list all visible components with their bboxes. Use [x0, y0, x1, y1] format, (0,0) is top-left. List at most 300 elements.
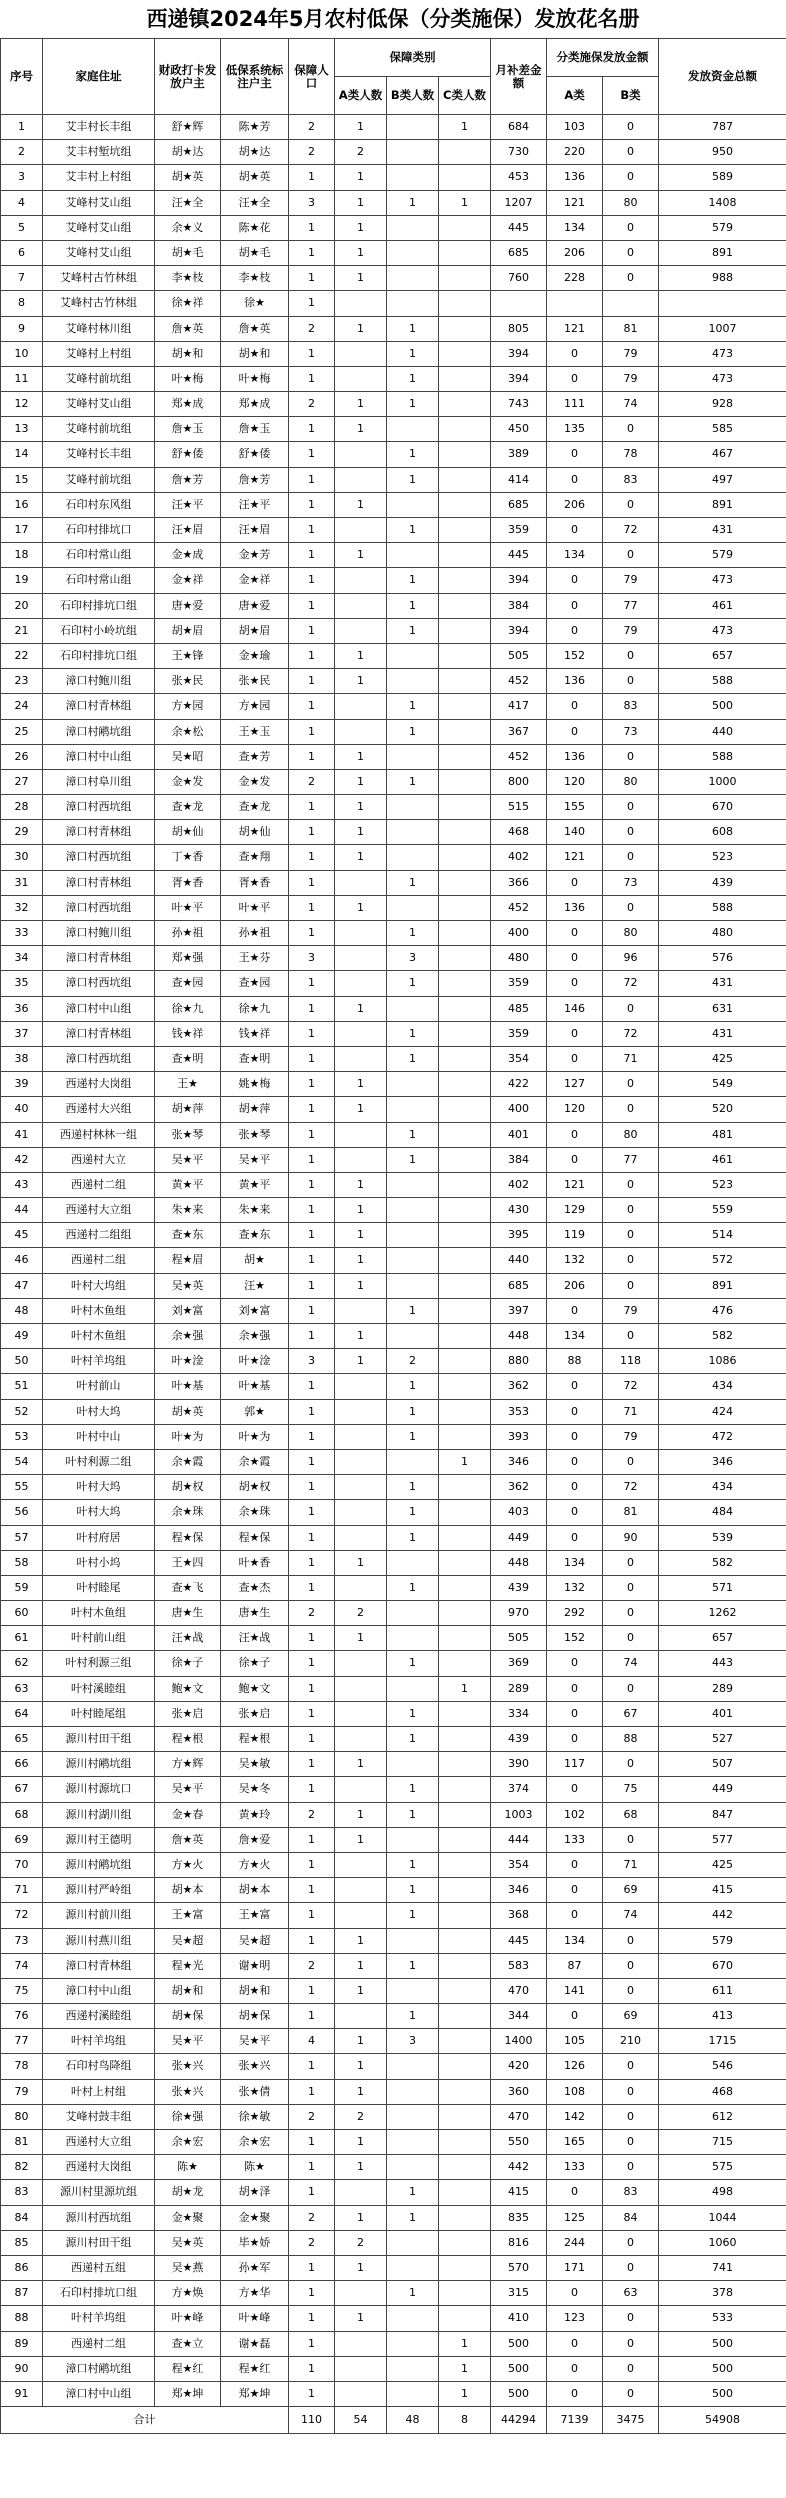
cell-total: 549: [659, 1072, 786, 1097]
cell-total: 439: [659, 870, 786, 895]
cell-address: 西递村大兴组: [43, 1097, 155, 1122]
cell-total: 434: [659, 1374, 786, 1399]
table-row: [1, 1374, 786, 1399]
cell-cat-c: [439, 1525, 491, 1550]
cell-people: 1: [289, 2306, 335, 2331]
cell-system-holder: 陈★花: [221, 215, 289, 240]
cell-total: 559: [659, 1198, 786, 1223]
cell-class-a: 165: [547, 2130, 603, 2155]
table-row: [1, 1223, 786, 1248]
cell-class-b: 90: [603, 1525, 659, 1550]
cell-cat-a: [335, 291, 387, 316]
cell-class-a: 206: [547, 1273, 603, 1298]
cell-card-holder: 郑★坤: [155, 2381, 221, 2406]
footer-class-a: 7139: [547, 2407, 603, 2434]
cell-monthly: 583: [491, 1953, 547, 1978]
cell-cat-b: [387, 240, 439, 265]
table-row: [1, 568, 786, 593]
cell-cat-c: [439, 1198, 491, 1223]
cell-class-b: 88: [603, 1727, 659, 1752]
cell-address: 叶村大坞: [43, 1399, 155, 1424]
cell-cat-a: 1: [335, 2029, 387, 2054]
cell-total: 891: [659, 240, 786, 265]
table-row: [1, 1021, 786, 1046]
cell-people: 1: [289, 1550, 335, 1575]
cell-class-b: 0: [603, 1097, 659, 1122]
cell-card-holder: 叶★淦: [155, 1349, 221, 1374]
cell-class-b: 83: [603, 694, 659, 719]
cell-people: 1: [289, 694, 335, 719]
cell-address: 漳口村鹇坑组: [43, 719, 155, 744]
cell-monthly: 394: [491, 341, 547, 366]
cell-monthly: 453: [491, 165, 547, 190]
cell-cat-c: [439, 1928, 491, 1953]
cell-cat-b: 1: [387, 1727, 439, 1752]
cell-cat-a: [335, 341, 387, 366]
cell-card-holder: 詹★玉: [155, 417, 221, 442]
table-row: [1, 1928, 786, 1953]
table-header: [1, 39, 786, 115]
cell-card-holder: 胡★龙: [155, 2180, 221, 2205]
cell-system-holder: 金★祥: [221, 568, 289, 593]
cell-system-holder: 唐★爱: [221, 593, 289, 618]
cell-no: 38: [1, 1046, 43, 1071]
cell-system-holder: 查★园: [221, 971, 289, 996]
cell-card-holder: 郑★成: [155, 392, 221, 417]
cell-class-a: 121: [547, 190, 603, 215]
cell-total: 468: [659, 2079, 786, 2104]
cell-class-a: 0: [547, 2331, 603, 2356]
cell-cat-c: [439, 543, 491, 568]
cell-address: 漳口村西坑组: [43, 795, 155, 820]
cell-cat-b: [387, 1752, 439, 1777]
cell-cat-c: [439, 1903, 491, 1928]
cell-monthly: 410: [491, 2306, 547, 2331]
cell-people: 1: [289, 366, 335, 391]
cell-system-holder: 毕★娇: [221, 2230, 289, 2255]
cell-class-a: [547, 291, 603, 316]
cell-no: 16: [1, 492, 43, 517]
cell-system-holder: 詹★英: [221, 316, 289, 341]
table-row: [1, 316, 786, 341]
cell-address: 漳口村西坑组: [43, 1046, 155, 1071]
cell-cat-b: [387, 2130, 439, 2155]
table-row: [1, 1827, 786, 1852]
cell-class-b: 0: [603, 795, 659, 820]
cell-people: 1: [289, 1374, 335, 1399]
cell-monthly: 1207: [491, 190, 547, 215]
cell-cat-b: 1: [387, 1122, 439, 1147]
table-row: [1, 1424, 786, 1449]
cell-cat-a: 1: [335, 744, 387, 769]
cell-address: 叶村前山组: [43, 1626, 155, 1651]
cell-people: 1: [289, 1021, 335, 1046]
footer-class-b: 3475: [603, 2407, 659, 2434]
cell-cat-a: [335, 1500, 387, 1525]
cell-card-holder: 余★宏: [155, 2130, 221, 2155]
cell-card-holder: 王★四: [155, 1550, 221, 1575]
cell-class-b: 0: [603, 492, 659, 517]
allowance-table: [0, 38, 786, 2434]
cell-monthly: [491, 291, 547, 316]
cell-class-a: 87: [547, 1953, 603, 1978]
cell-cat-c: [439, 1626, 491, 1651]
cell-monthly: 420: [491, 2054, 547, 2079]
cell-class-b: 73: [603, 719, 659, 744]
cell-cat-b: 1: [387, 1852, 439, 1877]
cell-system-holder: 徐★敏: [221, 2104, 289, 2129]
cell-cat-b: [387, 115, 439, 140]
cell-no: 65: [1, 1727, 43, 1752]
cell-card-holder: 吴★昭: [155, 744, 221, 769]
cell-no: 3: [1, 165, 43, 190]
cell-no: 18: [1, 543, 43, 568]
cell-no: 19: [1, 568, 43, 593]
cell-cat-c: [439, 1827, 491, 1852]
cell-class-b: 0: [603, 1953, 659, 1978]
cell-cat-a: [335, 1903, 387, 1928]
cell-monthly: 366: [491, 870, 547, 895]
cell-address: 西递村大立组: [43, 2130, 155, 2155]
cell-system-holder: 叶★淦: [221, 1349, 289, 1374]
cell-address: 叶村中山: [43, 1424, 155, 1449]
cell-address: 漳口村鲍川组: [43, 669, 155, 694]
cell-cat-a: [335, 1727, 387, 1752]
cell-cat-a: 1: [335, 669, 387, 694]
cell-people: 1: [289, 2180, 335, 2205]
cell-address: 叶村溪睦组: [43, 1676, 155, 1701]
cell-card-holder: 钱★祥: [155, 1021, 221, 1046]
table-row: [1, 820, 786, 845]
cell-address: 石印村排坑口组: [43, 2281, 155, 2306]
header-monthly: 月补差金额: [491, 39, 547, 115]
cell-cat-c: [439, 1399, 491, 1424]
cell-address: 艾峰村前坑组: [43, 417, 155, 442]
cell-class-b: 96: [603, 946, 659, 971]
cell-address: 石印村常山组: [43, 543, 155, 568]
cell-cat-a: [335, 1651, 387, 1676]
table-row: [1, 115, 786, 140]
table-row: [1, 2281, 786, 2306]
cell-system-holder: 朱★来: [221, 1198, 289, 1223]
cell-address: 西递村二组组: [43, 1223, 155, 1248]
cell-cat-a: 1: [335, 795, 387, 820]
cell-card-holder: 查★飞: [155, 1575, 221, 1600]
cell-total: 461: [659, 593, 786, 618]
cell-class-b: 0: [603, 1248, 659, 1273]
cell-system-holder: 查★龙: [221, 795, 289, 820]
cell-total: 582: [659, 1324, 786, 1349]
cell-cat-a: 2: [335, 1601, 387, 1626]
cell-class-b: 0: [603, 215, 659, 240]
cell-people: 1: [289, 2155, 335, 2180]
cell-total: 431: [659, 971, 786, 996]
cell-cat-b: 1: [387, 719, 439, 744]
cell-address: 源川村西坑组: [43, 2205, 155, 2230]
table-row: [1, 1601, 786, 1626]
cell-no: 68: [1, 1802, 43, 1827]
cell-card-holder: 余★霞: [155, 1449, 221, 1474]
cell-card-holder: 胡★英: [155, 165, 221, 190]
cell-system-holder: 方★园: [221, 694, 289, 719]
cell-cat-c: [439, 921, 491, 946]
cell-cat-b: [387, 2079, 439, 2104]
cell-cat-b: 1: [387, 1046, 439, 1071]
cell-people: 3: [289, 1349, 335, 1374]
cell-cat-a: 1: [335, 1273, 387, 1298]
cell-cat-c: [439, 996, 491, 1021]
cell-total: 588: [659, 669, 786, 694]
cell-cat-b: [387, 996, 439, 1021]
cell-total: 431: [659, 518, 786, 543]
cell-cat-c: [439, 1727, 491, 1752]
cell-system-holder: 叶★平: [221, 895, 289, 920]
cell-no: 82: [1, 2155, 43, 2180]
cell-total: 1262: [659, 1601, 786, 1626]
cell-total: 413: [659, 2004, 786, 2029]
cell-address: 石印村排坑口组: [43, 643, 155, 668]
cell-monthly: 480: [491, 946, 547, 971]
cell-cat-a: 2: [335, 2230, 387, 2255]
cell-cat-c: [439, 1046, 491, 1071]
cell-class-a: 134: [547, 1324, 603, 1349]
cell-system-holder: 金★芳: [221, 543, 289, 568]
cell-monthly: 505: [491, 643, 547, 668]
cell-address: 西递村二组: [43, 1248, 155, 1273]
cell-cat-a: [335, 946, 387, 971]
cell-monthly: 346: [491, 1449, 547, 1474]
cell-cat-a: 1: [335, 190, 387, 215]
cell-class-a: 0: [547, 1374, 603, 1399]
cell-address: 源川村前川组: [43, 1903, 155, 1928]
cell-total: 443: [659, 1651, 786, 1676]
header-system-holder: 低保系统标注户主: [221, 39, 289, 115]
cell-cat-b: [387, 543, 439, 568]
cell-cat-c: [439, 492, 491, 517]
cell-class-b: 0: [603, 895, 659, 920]
cell-monthly: 970: [491, 1601, 547, 1626]
cell-class-b: 80: [603, 769, 659, 794]
cell-cat-b: 1: [387, 1399, 439, 1424]
cell-class-b: 0: [603, 2255, 659, 2280]
cell-people: 2: [289, 115, 335, 140]
cell-no: 20: [1, 593, 43, 618]
cell-total: 415: [659, 1878, 786, 1903]
cell-system-holder: 谢★明: [221, 1953, 289, 1978]
cell-no: 55: [1, 1475, 43, 1500]
cell-card-holder: 徐★强: [155, 2104, 221, 2129]
cell-class-a: 0: [547, 2004, 603, 2029]
cell-class-a: 127: [547, 1072, 603, 1097]
cell-cat-a: [335, 593, 387, 618]
cell-total: 401: [659, 1701, 786, 1726]
cell-card-holder: 方★焕: [155, 2281, 221, 2306]
table-row: [1, 1777, 786, 1802]
cell-monthly: 354: [491, 1046, 547, 1071]
cell-no: 83: [1, 2180, 43, 2205]
cell-card-holder: 金★春: [155, 1802, 221, 1827]
cell-cat-c: [439, 1248, 491, 1273]
cell-address: 漳口村西坑组: [43, 845, 155, 870]
cell-class-b: 0: [603, 669, 659, 694]
table-row: [1, 518, 786, 543]
cell-class-b: 0: [603, 1449, 659, 1474]
cell-no: 78: [1, 2054, 43, 2079]
cell-cat-b: 2: [387, 1349, 439, 1374]
cell-class-a: 0: [547, 946, 603, 971]
cell-card-holder: 余★义: [155, 215, 221, 240]
cell-cat-c: [439, 2306, 491, 2331]
header-class-b: B类: [603, 77, 659, 115]
cell-no: 81: [1, 2130, 43, 2155]
cell-total: 988: [659, 266, 786, 291]
cell-cat-a: 1: [335, 1928, 387, 1953]
cell-people: 2: [289, 1802, 335, 1827]
header-cat-a: A类人数: [335, 77, 387, 115]
cell-no: 71: [1, 1878, 43, 1903]
cell-monthly: 401: [491, 1122, 547, 1147]
cell-card-holder: 郑★强: [155, 946, 221, 971]
cell-card-holder: 胡★萍: [155, 1097, 221, 1122]
cell-people: 1: [289, 2054, 335, 2079]
header-address: 家庭住址: [43, 39, 155, 115]
cell-system-holder: 汪★全: [221, 190, 289, 215]
cell-monthly: 743: [491, 392, 547, 417]
cell-class-a: 103: [547, 115, 603, 140]
cell-class-a: 0: [547, 1852, 603, 1877]
cell-total: 571: [659, 1575, 786, 1600]
cell-class-a: 0: [547, 568, 603, 593]
cell-no: 69: [1, 1827, 43, 1852]
cell-system-holder: 余★霞: [221, 1449, 289, 1474]
cell-cat-c: [439, 1701, 491, 1726]
table-row: [1, 1298, 786, 1323]
cell-address: 漳口村青林组: [43, 1021, 155, 1046]
cell-monthly: 452: [491, 744, 547, 769]
cell-no: 32: [1, 895, 43, 920]
cell-address: 叶村羊坞组: [43, 1349, 155, 1374]
cell-cat-a: 1: [335, 543, 387, 568]
cell-total: 950: [659, 140, 786, 165]
cell-total: 539: [659, 1525, 786, 1550]
cell-system-holder: 陈★: [221, 2155, 289, 2180]
cell-class-a: 0: [547, 2356, 603, 2381]
cell-address: 漳口村青林组: [43, 946, 155, 971]
cell-class-a: 88: [547, 1349, 603, 1374]
cell-cat-a: [335, 1676, 387, 1701]
cell-monthly: 359: [491, 518, 547, 543]
cell-cat-b: [387, 1172, 439, 1197]
cell-card-holder: 吴★超: [155, 1928, 221, 1953]
cell-cat-b: 1: [387, 341, 439, 366]
cell-no: 79: [1, 2079, 43, 2104]
cell-monthly: 315: [491, 2281, 547, 2306]
cell-cat-b: 1: [387, 392, 439, 417]
cell-cat-a: [335, 2180, 387, 2205]
cell-class-b: 0: [603, 140, 659, 165]
cell-cat-b: 1: [387, 1021, 439, 1046]
table-row: [1, 2029, 786, 2054]
cell-class-a: 129: [547, 1198, 603, 1223]
cell-cat-b: 1: [387, 442, 439, 467]
cell-total: 1044: [659, 2205, 786, 2230]
cell-cat-b: [387, 643, 439, 668]
cell-class-b: 71: [603, 1399, 659, 1424]
cell-address: 源川村鹇坑组: [43, 1852, 155, 1877]
cell-monthly: 422: [491, 1072, 547, 1097]
cell-cat-a: [335, 2331, 387, 2356]
cell-system-holder: 胡★保: [221, 2004, 289, 2029]
cell-total: 520: [659, 1097, 786, 1122]
cell-class-b: 0: [603, 1550, 659, 1575]
cell-people: 1: [289, 2130, 335, 2155]
cell-address: 石印村东风组: [43, 492, 155, 517]
cell-address: 源川村燕川组: [43, 1928, 155, 1953]
cell-total: 588: [659, 744, 786, 769]
cell-address: 漳口村鲍川组: [43, 921, 155, 946]
cell-cat-b: 1: [387, 769, 439, 794]
cell-people: 1: [289, 643, 335, 668]
cell-total: 442: [659, 1903, 786, 1928]
cell-people: 2: [289, 1601, 335, 1626]
cell-cat-c: [439, 1172, 491, 1197]
cell-address: 石印村小岭坑组: [43, 618, 155, 643]
cell-cat-a: [335, 618, 387, 643]
table-row: [1, 165, 786, 190]
table-row: [1, 694, 786, 719]
cell-address: 艾峰村艾山组: [43, 215, 155, 240]
cell-system-holder: 胡★本: [221, 1878, 289, 1903]
cell-people: 1: [289, 1575, 335, 1600]
cell-system-holder: 王★富: [221, 1903, 289, 1928]
cell-system-holder: 王★芬: [221, 946, 289, 971]
cell-class-a: 0: [547, 1777, 603, 1802]
cell-cat-c: [439, 1021, 491, 1046]
cell-card-holder: 程★眉: [155, 1248, 221, 1273]
cell-class-a: 141: [547, 1978, 603, 2003]
cell-cat-b: 1: [387, 1575, 439, 1600]
cell-people: 1: [289, 1878, 335, 1903]
table-row: [1, 1903, 786, 1928]
cell-total: 500: [659, 2381, 786, 2406]
cell-cat-a: 1: [335, 845, 387, 870]
cell-card-holder: 程★保: [155, 1525, 221, 1550]
cell-class-a: 134: [547, 1550, 603, 1575]
cell-system-holder: 谢★磊: [221, 2331, 289, 2356]
cell-class-a: 155: [547, 795, 603, 820]
table-row: [1, 1072, 786, 1097]
cell-system-holder: 徐★九: [221, 996, 289, 1021]
cell-cat-b: [387, 1248, 439, 1273]
table-row: [1, 2180, 786, 2205]
cell-cat-c: [439, 467, 491, 492]
table-row: [1, 2104, 786, 2129]
cell-class-b: 0: [603, 1752, 659, 1777]
cell-people: 2: [289, 2104, 335, 2129]
cell-total: 572: [659, 1248, 786, 1273]
cell-cat-a: [335, 2381, 387, 2406]
cell-no: 51: [1, 1374, 43, 1399]
cell-cat-b: 1: [387, 1147, 439, 1172]
cell-class-b: [603, 291, 659, 316]
cell-cat-c: [439, 1978, 491, 2003]
cell-no: 30: [1, 845, 43, 870]
cell-total: 467: [659, 442, 786, 467]
cell-no: 11: [1, 366, 43, 391]
cell-address: 叶村小坞: [43, 1550, 155, 1575]
cell-people: 1: [289, 618, 335, 643]
cell-cat-c: 1: [439, 115, 491, 140]
